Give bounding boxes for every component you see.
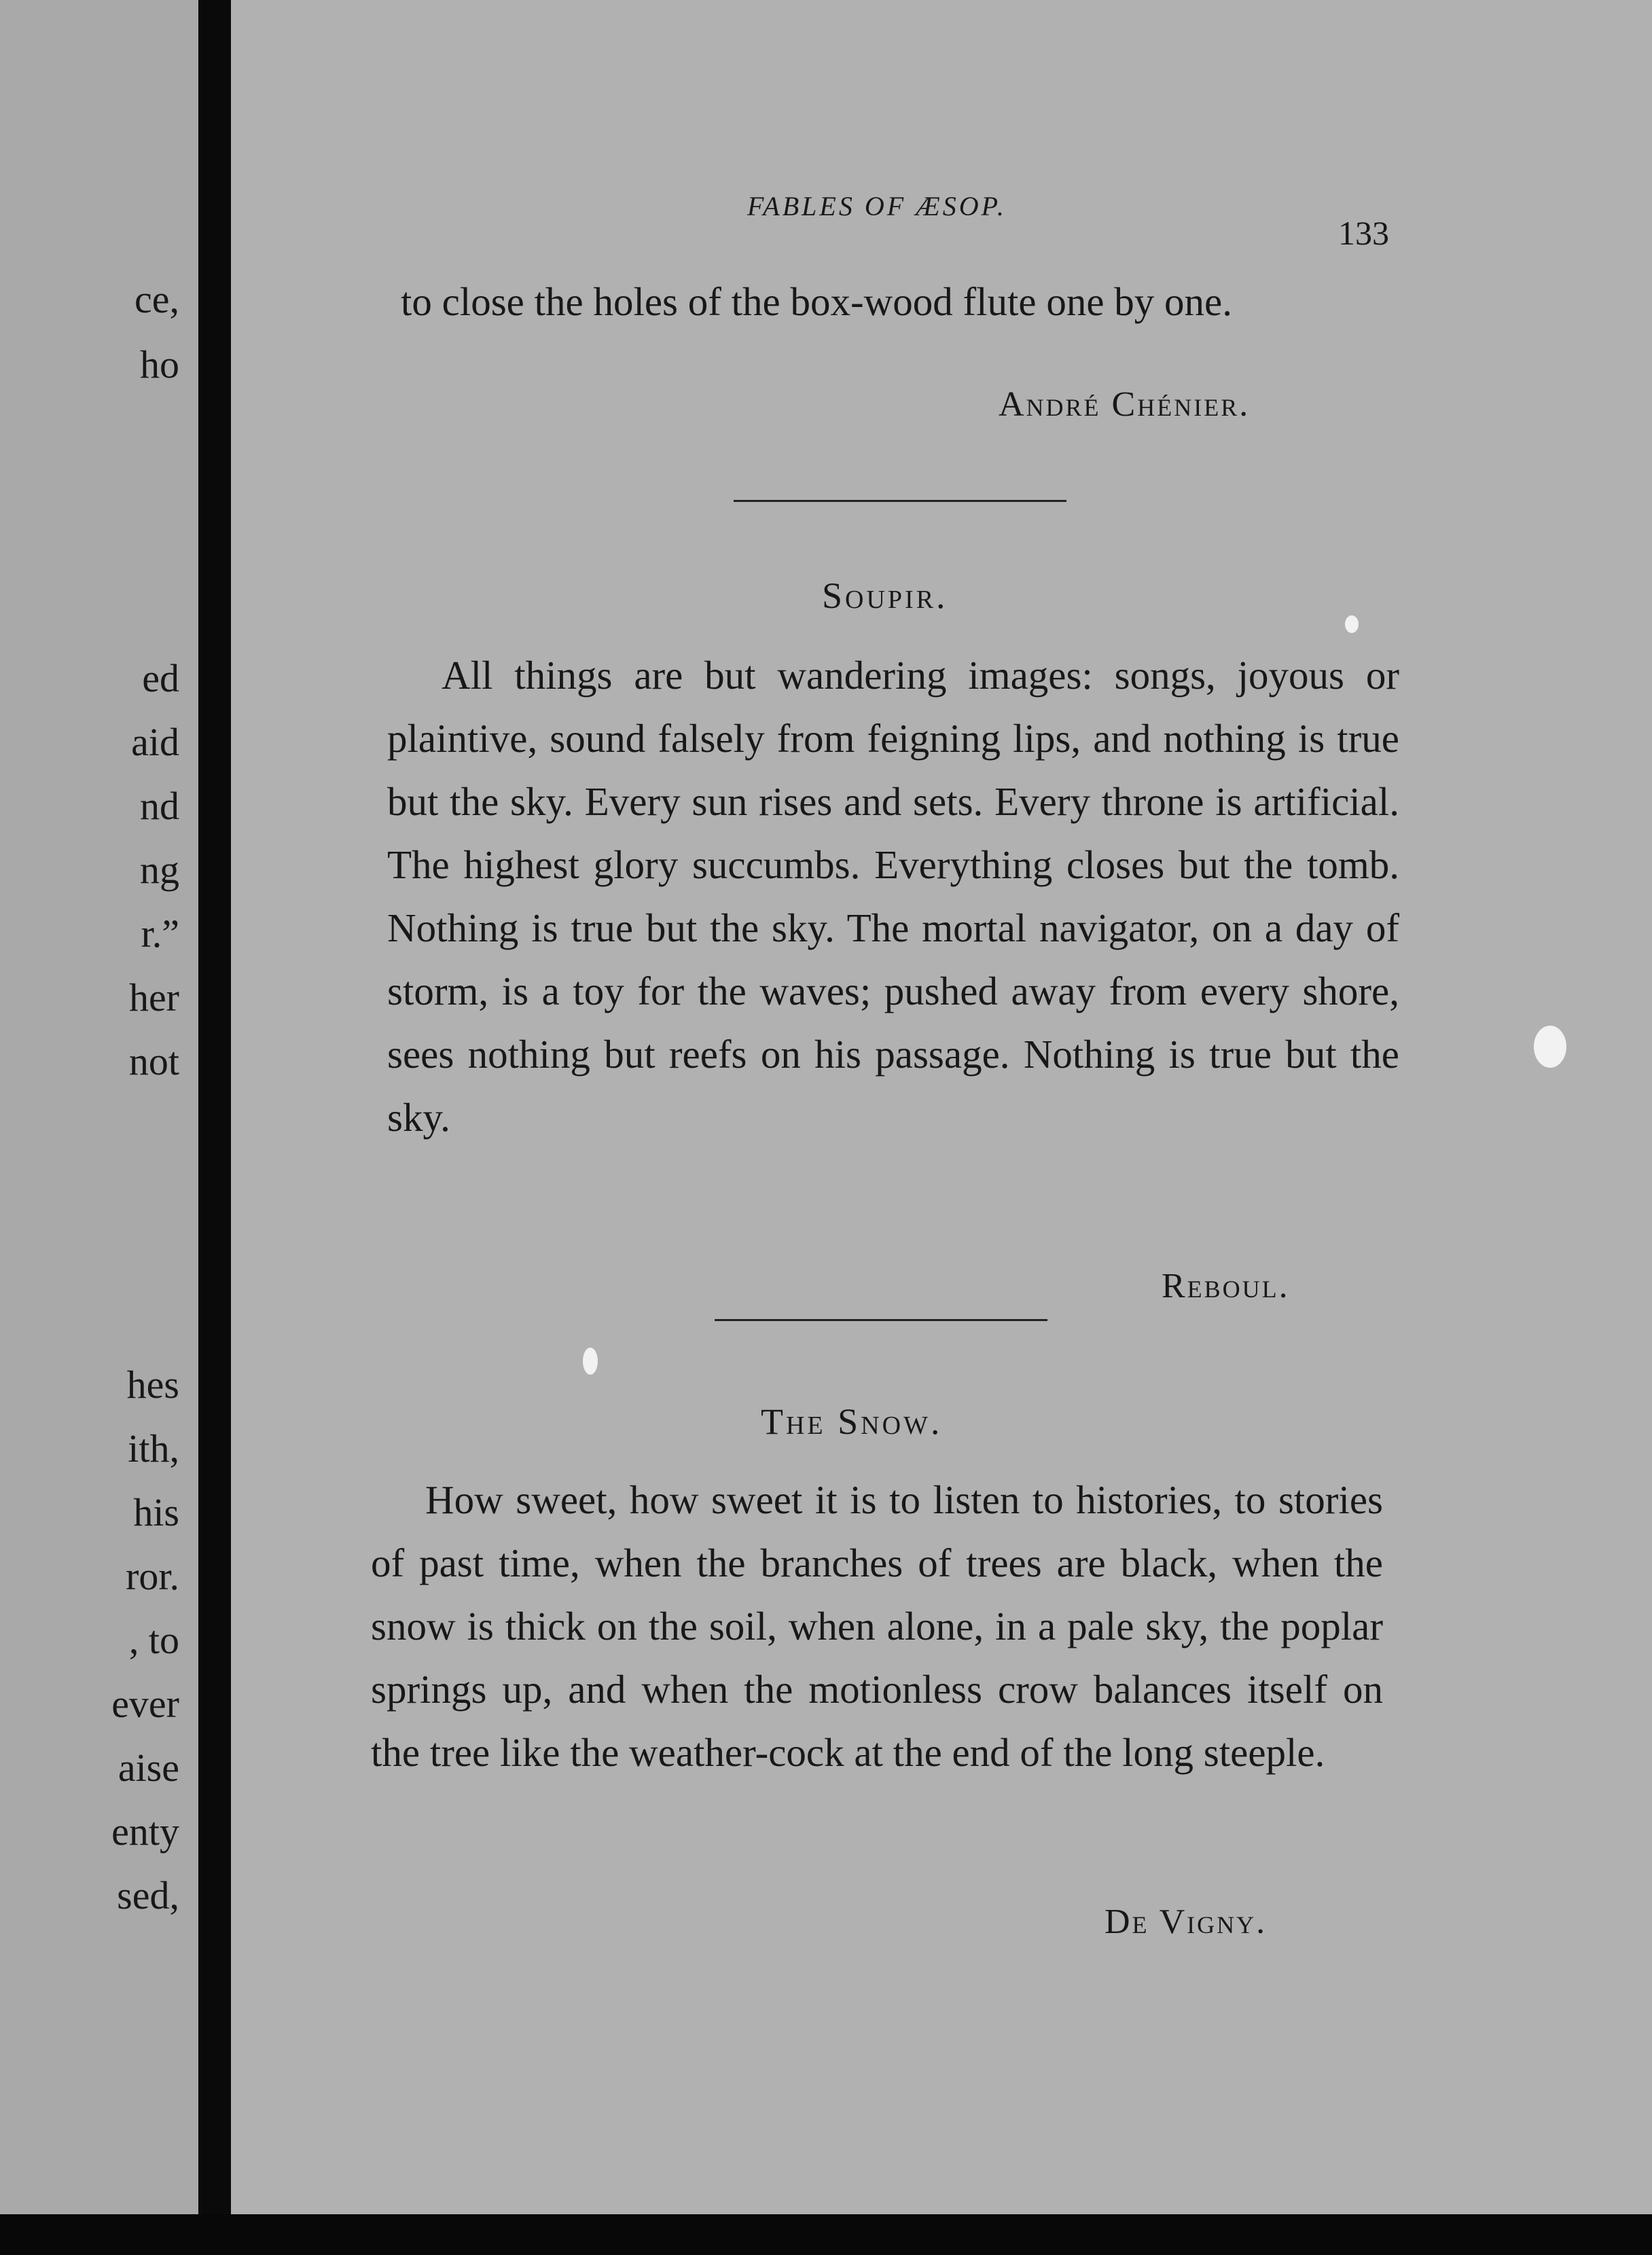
attribution-chenier: André Chénier. — [999, 385, 1251, 424]
left-page-edge — [0, 0, 198, 2214]
section-title-snow: The Snow. — [761, 1401, 943, 1442]
book-page — [231, 0, 1652, 2214]
running-title: FABLES OF ÆSOP. — [747, 191, 1007, 221]
continuation-text: to close the holes of the box-wood flute one by one. — [401, 279, 1232, 324]
book-gutter — [198, 0, 231, 2255]
left-page-fragment: hes — [126, 1363, 179, 1407]
left-page-fragment: her — [128, 975, 179, 1020]
left-page-fragment: ho — [140, 342, 179, 386]
section-title-soupir: Soupir. — [822, 575, 948, 616]
left-page-fragment: ed — [142, 656, 179, 700]
left-page-fragment: ith, — [128, 1426, 179, 1471]
left-page-fragment: ng — [140, 848, 179, 892]
left-page-fragment: enty — [111, 1809, 179, 1854]
scan-bottom-edge — [0, 2214, 1652, 2255]
left-page-fragment: , to — [128, 1618, 179, 1662]
section-body-soupir: All things are but wandering images: songs, joyous or plaintive, sound falsely from feigning lips, and nothing is true but the sky. Every sun rises and sets. Every throne is artificial. The highest glory succumbs. Everything closes but the tomb. Nothing is true but the sky. The mortal navigator, on a day of storm, is a toy for the waves; pushed away from every shore, sees nothing but reefs on his passage. Nothing is true but the sky. — [387, 653, 1399, 1140]
left-page-fragment: aid — [131, 720, 179, 764]
page-number: 133 — [1338, 214, 1389, 252]
paper-blemish — [1534, 1026, 1566, 1068]
left-page-fragment: r.” — [141, 912, 179, 956]
section-divider — [715, 1319, 1047, 1321]
left-page-fragment: ever — [111, 1682, 179, 1726]
paper-blemish — [1345, 615, 1359, 633]
left-page-fragment: aise — [118, 1746, 179, 1790]
left-page-fragment: his — [133, 1490, 179, 1534]
left-page-fragment: not — [128, 1039, 179, 1083]
attribution-reboul: Reboul. — [1162, 1267, 1290, 1305]
left-page-fragment: ce, — [134, 277, 179, 321]
section-divider — [734, 500, 1066, 502]
section-body-snow: How sweet, how sweet it is to listen to histories, to stories of past time, when the branches of trees are black, when the snow is thick on the soil, when alone, in a pale sky, the poplar springs up, and when the motionless crow balances itself on the tree like the weather-cock at the end of the long steeple. — [371, 1477, 1383, 1775]
left-page-fragment: sed, — [117, 1873, 179, 1917]
left-page-fragment: ror. — [126, 1554, 179, 1598]
left-page-fragment: nd — [140, 784, 179, 828]
attribution-de-vigny: De Vigny. — [1105, 1902, 1268, 1941]
paper-blemish — [583, 1348, 598, 1375]
